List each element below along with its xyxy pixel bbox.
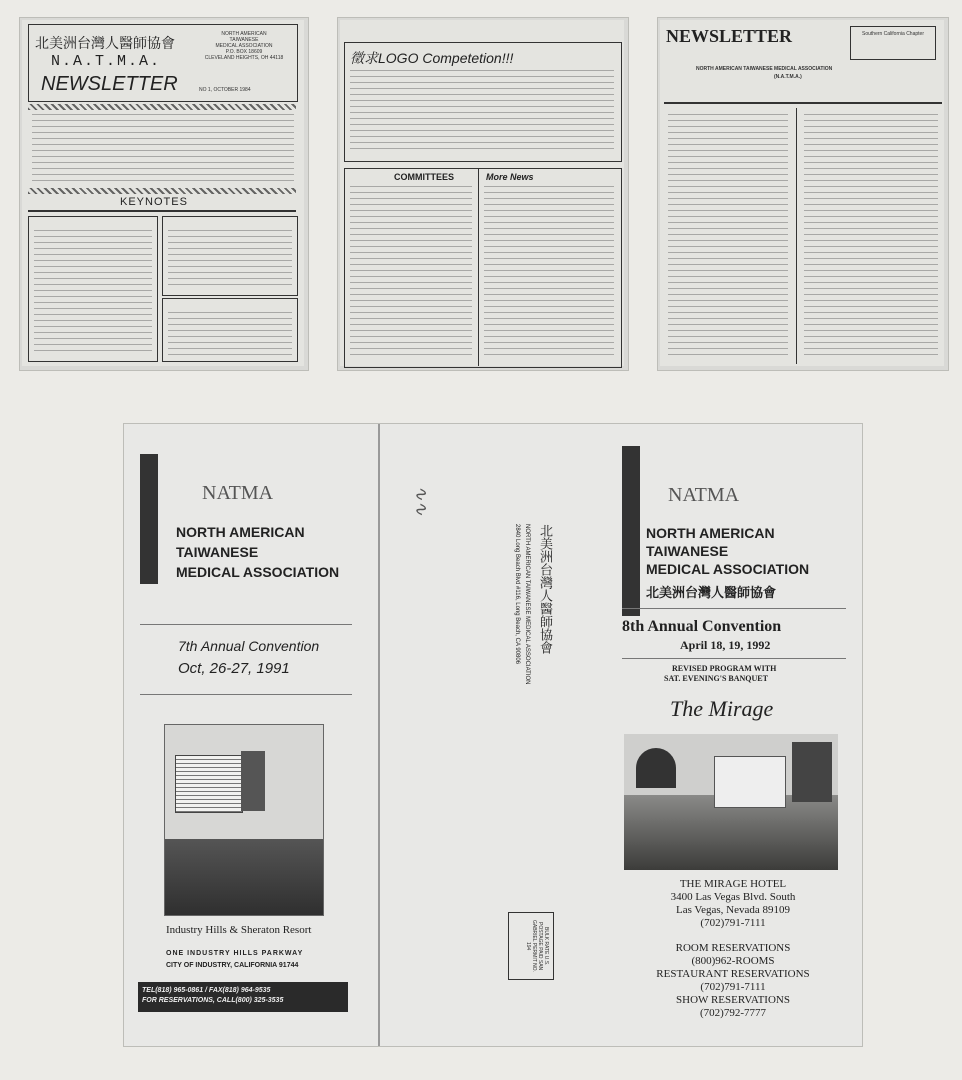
natma-logo: NATMA (668, 484, 740, 506)
restaurant-reservations: RESTAURANT RESERVATIONS (656, 968, 810, 980)
city: CLEVELAND HEIGHTS, OH 44118 (204, 55, 284, 61)
issue-number: NO 1, OCTOBER 1984 (199, 87, 251, 93)
middle-chinese: 北美洲台灣人醫師協會 (538, 524, 553, 654)
hotel-address: 3400 Las Vegas Blvd. South (670, 891, 796, 903)
revised-line: REVISED PROGRAM WITH (672, 664, 777, 673)
org-name: NORTH AMERICAN TAIWANESE MEDICAL ASSOCIATION (696, 66, 833, 72)
show-reservations: SHOW RESERVATIONS (676, 994, 790, 1006)
phone-line: FOR RESERVATIONS, CALL(800) 325-3535 (142, 997, 284, 1004)
newsletter-title: NEWSLETTER (41, 73, 178, 95)
org-line: NORTH AMERICAN (221, 31, 267, 37)
show-number: (702)792-7777 (700, 1007, 766, 1019)
resort-name: Industry Hills & Sheraton Resort (166, 924, 312, 936)
newsletter-title: NEWSLETTER (666, 26, 793, 46)
bulk-rate-stamp: BULK RATE U.S. POSTAGE PAID SAN GABRIEL PERMIT NO. 194 (508, 912, 554, 980)
po-box: P.O. BOX 18609 (225, 49, 263, 55)
org-line: TAIWANESE (229, 37, 259, 43)
signature-scribble: ∿∿ (411, 485, 432, 516)
committees-heading: COMMITTEES (394, 172, 454, 182)
org-line: MEDICAL ASSOCIATION (646, 561, 810, 577)
newsletter-photo-1 (20, 18, 308, 370)
org-line: TAIWANESE (646, 543, 729, 559)
phone-line: TEL(818) 965-0861 / FAX(818) 964-9535 (142, 987, 271, 994)
logo-competition-heading: 徵求LOGO Competetion!!! (350, 50, 514, 66)
natma-letters: N.A.T.M.A. (51, 53, 162, 70)
resort-photo (164, 724, 324, 916)
middle-address: 2840 Long Beach Blvd #116, Long Beach, CA 90806 (514, 524, 520, 665)
chinese-title: 北美洲台灣人醫師協會 (35, 35, 175, 51)
address-line: CITY OF INDUSTRY, CALIFORNIA 91744 (166, 962, 299, 969)
address-line: ONE INDUSTRY HILLS PARKWAY (166, 950, 304, 957)
masthead-box (28, 24, 298, 102)
natma-logo: NATMA (202, 482, 274, 504)
middle-english: NORTH AMERICAN TAIWANESE MEDICAL ASSOCIATION (524, 524, 530, 685)
hotel-name: THE MIRAGE HOTEL (679, 878, 787, 890)
convention-title: 8th Annual Convention (622, 618, 782, 635)
hotel-photo (624, 734, 838, 870)
org-line: MEDICAL ASSOCIATION (215, 43, 273, 49)
newsletter-photo-3 (658, 18, 948, 370)
revised-line: SAT. EVENING'S BANQUET (664, 674, 768, 683)
hotel-phone: (702)791-7111 (700, 917, 766, 929)
room-reservations: ROOM RESERVATIONS (675, 942, 791, 954)
org-line: NORTH AMERICAN (646, 525, 775, 541)
hotel-address: Las Vegas, Nevada 89109 (675, 904, 791, 916)
keynotes-heading: KEYNOTES (120, 196, 188, 208)
convention-dates: Oct, 26-27, 1991 (178, 660, 290, 677)
restaurant-number: (702)791-7111 (700, 981, 766, 993)
chinese-org: 北美洲台灣人醫師協會 (646, 585, 777, 600)
convention-dates: April 18, 19, 1992 (680, 638, 771, 652)
more-news-heading: More News (486, 172, 534, 182)
chapter-box: Southern California Chapter (850, 26, 936, 60)
org-line: MEDICAL ASSOCIATION (176, 564, 340, 580)
mirage-title: The Mirage (670, 696, 774, 721)
org-line: NORTH AMERICAN (176, 524, 305, 540)
org-abbr: (N.A.T.M.A.) (774, 74, 802, 80)
brochure-photo (124, 424, 862, 1046)
phone-banner (138, 982, 348, 1012)
org-line: TAIWANESE (176, 544, 259, 560)
convention-title: 7th Annual Convention (178, 638, 320, 654)
newsletter-photo-2 (338, 18, 628, 370)
room-number: (800)962-ROOMS (691, 955, 775, 967)
